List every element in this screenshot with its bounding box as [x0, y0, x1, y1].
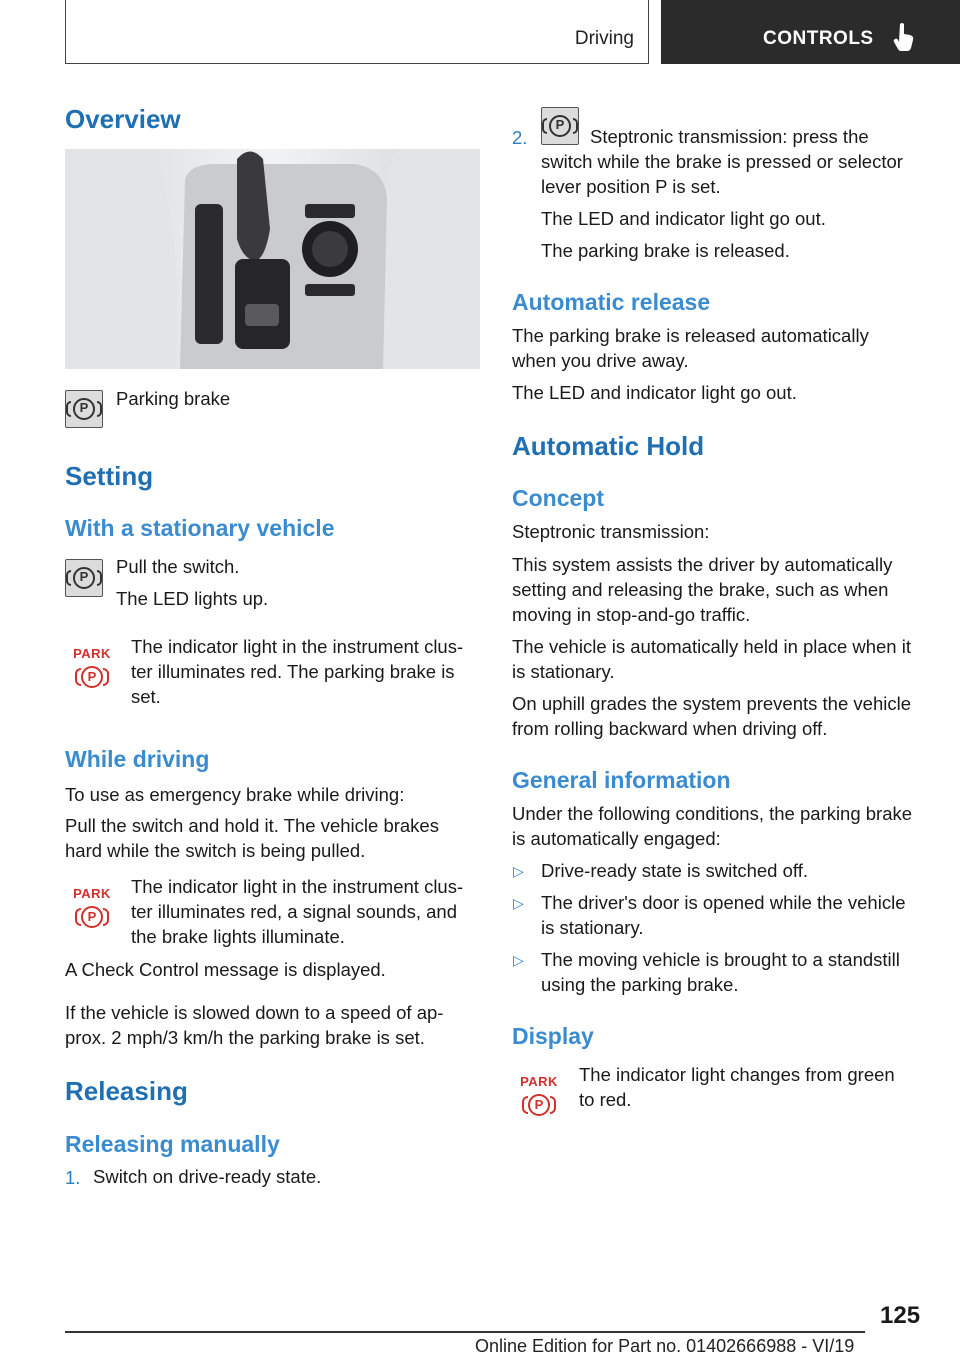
automatic-hold-heading: Automatic Hold: [512, 431, 705, 461]
page-number: 125: [880, 1302, 921, 1329]
releasing-manually-heading: Releasing manually: [65, 1131, 280, 1157]
park-indicator-icon: PARK P: [519, 1074, 559, 1124]
step-number-1: 1.: [65, 1167, 81, 1188]
bullet-2-text-2: is stationary.: [541, 917, 644, 938]
section-label: Driving: [574, 28, 634, 49]
auto-release-led-text: The LED and indicator light go out.: [512, 382, 797, 403]
display-text-1: The indicator light changes from green: [579, 1064, 895, 1085]
step-2-led-text: The LED and indicator light go out.: [541, 208, 826, 229]
slowed-text-2: prox. 2 mph/3 km/h the parking brake is set.: [65, 1027, 425, 1048]
check-control-text: A Check Control message is displayed.: [65, 959, 386, 980]
driving-text-2: Pull the switch and hold it. The vehicle brakes: [65, 815, 439, 836]
center-console-photo: [65, 149, 480, 369]
hand-pointer-icon: [893, 22, 915, 52]
automatic-release-heading: Automatic release: [512, 289, 711, 315]
park-indicator-icon: PARK P: [72, 886, 112, 936]
slowed-text-1: If the vehicle is slowed down to a speed of ap‐: [65, 1002, 444, 1023]
edition-text: Online Edition for Part no. 01402666988 - VI/19: [475, 1336, 855, 1356]
driving-text-3: hard while the switch is being pulled.: [65, 840, 366, 861]
concept-text-2: This system assists the driver by automatically: [512, 554, 893, 575]
parking-brake-caption: Parking brake: [116, 388, 231, 409]
indicator2-text-2: ter illuminates red, a signal sounds, and: [131, 901, 457, 922]
concept-text-6: is stationary.: [512, 661, 615, 682]
bullet-3-text-1: The moving vehicle is brought to a standstill: [541, 949, 900, 970]
while-driving-heading: While driving: [65, 746, 210, 772]
general-text-1: Under the following conditions, the parking brake: [512, 803, 913, 824]
step-2-text-3: lever position P is set.: [541, 176, 721, 197]
indicator-text-1: The indicator light in the instrument clus‐: [131, 636, 464, 657]
auto-release-text-1: The parking brake is released automatically: [512, 325, 869, 346]
chapter-label: CONTROLS: [763, 28, 874, 49]
parking-brake-switch-icon: P: [541, 107, 579, 145]
concept-text-4: moving in stop-and-go traffic.: [512, 604, 751, 625]
concept-text-1: Steptronic transmission:: [512, 521, 710, 542]
concept-text-7: On uphill grades the system prevents the vehicle: [512, 693, 911, 714]
step-2-released-text: The parking brake is released.: [541, 240, 790, 261]
bullet-2-text-1: The driver's door is opened while the vehicle: [541, 892, 906, 913]
header-chapter-box: [661, 0, 960, 64]
step-2-text-2: switch while the brake is pressed or selector: [541, 151, 903, 172]
header-section-box: [65, 0, 649, 64]
concept-text-5: The vehicle is automatically held in place when it: [512, 636, 911, 657]
auto-release-text-2: when you drive away.: [512, 350, 689, 371]
parking-brake-switch-icon: P: [65, 390, 103, 428]
indicator-text-3: set.: [131, 686, 161, 707]
stationary-text-1: Pull the switch.: [116, 556, 240, 577]
step-1-text: Switch on drive-ready state.: [93, 1166, 322, 1187]
bullet-marker: ▷: [513, 863, 524, 879]
concept-heading: Concept: [512, 485, 604, 511]
general-information-heading: General information: [512, 767, 731, 793]
indicator-text-2: ter illuminates red. The parking brake is: [131, 661, 455, 682]
bullet-marker: ▷: [513, 952, 524, 968]
footer-divider: [65, 1331, 865, 1333]
parking-brake-switch-icon: P: [65, 559, 103, 597]
concept-text-8: from rolling backward when driving off.: [512, 718, 828, 739]
indicator2-text-3: the brake lights illuminate.: [131, 926, 345, 947]
releasing-heading: Releasing: [65, 1076, 188, 1106]
bullet-1-text: Drive-ready state is switched off.: [541, 860, 808, 881]
center-console-illustration: [65, 149, 480, 369]
park-indicator-icon: PARK P: [72, 646, 112, 696]
stationary-text-2: The LED lights up.: [116, 588, 269, 609]
bullet-3-text-2: using the parking brake.: [541, 974, 739, 995]
setting-heading: Setting: [65, 461, 154, 491]
step-number-2: 2.: [512, 127, 528, 148]
overview-heading: Overview: [65, 104, 181, 134]
driving-text-1: To use as emergency brake while driving:: [65, 784, 405, 805]
indicator2-text-1: The indicator light in the instrument clus‐: [131, 876, 464, 897]
step-2-text-1: Steptronic transmission: press the: [590, 126, 869, 147]
stationary-heading: With a stationary vehicle: [65, 515, 335, 541]
display-heading: Display: [512, 1023, 594, 1049]
display-text-2: to red.: [579, 1089, 632, 1110]
concept-text-3: setting and releasing the brake, such as when: [512, 579, 889, 600]
bullet-marker: ▷: [513, 895, 524, 911]
general-text-2: is automatically engaged:: [512, 828, 721, 849]
